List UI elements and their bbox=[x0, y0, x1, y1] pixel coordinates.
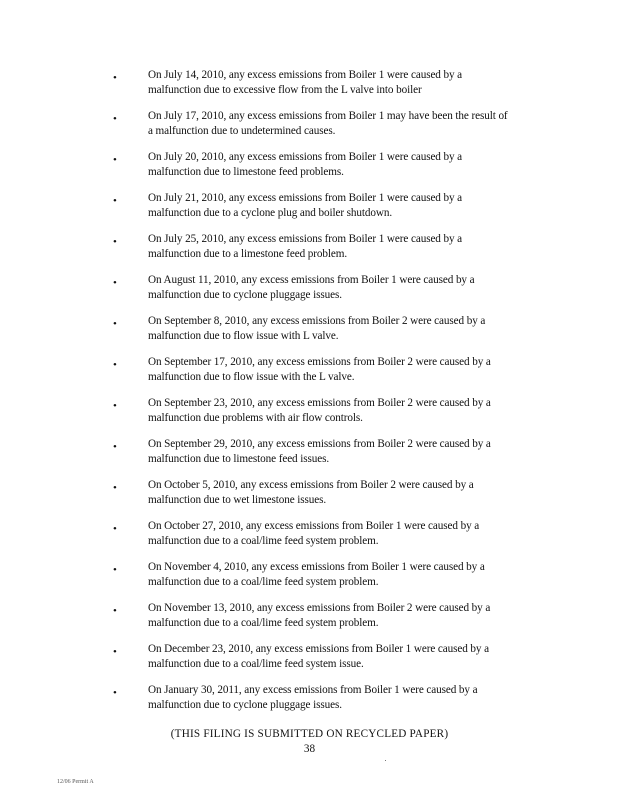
list-item-line: On January 30, 2011, any excess emissions from Boiler 1 were caused by a bbox=[148, 684, 478, 696]
list-item-line: malfunction due to limestone feed issues. bbox=[148, 452, 330, 465]
list-item-text bbox=[148, 314, 550, 343]
list-item-line: malfunction due to a coal/lime feed system problem. bbox=[148, 616, 379, 629]
list-item bbox=[0, 519, 619, 560]
list-item-line: On July 20, 2010, any excess emissions from Boiler 1 were caused by a bbox=[148, 151, 463, 163]
list-item-line: malfunction due to excessive flow from the L valve into boiler bbox=[148, 83, 422, 96]
list-item-line: malfunction due to a limestone feed problem. bbox=[148, 247, 348, 260]
list-item-line: malfunction due to a coal/lime feed system problem. bbox=[148, 575, 379, 588]
bullet-icon: • bbox=[113, 564, 117, 576]
recycled-paper-note: (THIS FILING IS SUBMITTED ON RECYCLED PAPER) bbox=[170, 728, 449, 740]
bullet-icon: • bbox=[113, 277, 117, 289]
list-item bbox=[0, 314, 619, 355]
list-item bbox=[0, 232, 619, 273]
list-item-line: malfunction due to wet limestone issues. bbox=[148, 493, 327, 506]
list-item-line: malfunction due to a coal/lime feed system issue. bbox=[148, 657, 364, 670]
list-item-line: On August 11, 2010, any excess emissions from Boiler 1 were caused by a bbox=[148, 274, 475, 286]
list-item-text bbox=[148, 396, 550, 425]
list-item bbox=[0, 355, 619, 396]
bullet-icon: • bbox=[113, 523, 117, 535]
list-item-text bbox=[148, 642, 550, 671]
list-item-line: malfunction due to a cyclone plug and boiler shutdown. bbox=[148, 206, 393, 219]
list-item-line: malfunction due to cyclone pluggage issues. bbox=[148, 698, 342, 711]
bullet-icon: • bbox=[113, 441, 117, 453]
list-item-text bbox=[148, 437, 550, 466]
list-item-line: On December 23, 2010, any excess emissions from Boiler 1 were caused by a bbox=[148, 643, 489, 655]
list-item-text bbox=[148, 109, 550, 138]
list-item bbox=[0, 683, 619, 724]
list-item-line: malfunction due to flow issue with L valve. bbox=[148, 329, 339, 342]
list-item bbox=[0, 273, 619, 314]
list-item bbox=[0, 150, 619, 191]
list-item bbox=[0, 396, 619, 437]
list-item-text bbox=[148, 519, 550, 548]
list-item-text bbox=[148, 68, 550, 97]
list-item-line: On July 21, 2010, any excess emissions from Boiler 1 were caused by a bbox=[148, 192, 463, 204]
list-item bbox=[0, 191, 619, 232]
bullet-icon: • bbox=[113, 482, 117, 494]
bullet-icon: • bbox=[113, 318, 117, 330]
bullet-icon: • bbox=[113, 113, 117, 125]
list-item-text bbox=[148, 683, 550, 712]
scan-speck bbox=[385, 760, 386, 761]
list-item-text bbox=[148, 150, 550, 179]
list-item-line: On September 29, 2010, any excess emissions from Boiler 2 were caused by a bbox=[148, 438, 491, 450]
bullet-icon: • bbox=[113, 195, 117, 207]
list-item-line: On October 5, 2010, any excess emissions from Boiler 2 were caused by a bbox=[148, 479, 474, 491]
bullet-icon: • bbox=[113, 154, 117, 166]
list-item-line: On July 25, 2010, any excess emissions from Boiler 1 were caused by a bbox=[148, 233, 463, 245]
bullet-icon: • bbox=[113, 236, 117, 248]
list-item-line: On November 4, 2010, any excess emissions from Boiler 1 were caused by a bbox=[148, 561, 485, 573]
list-item-text bbox=[148, 560, 550, 589]
list-item-line: malfunction due problems with air flow controls. bbox=[148, 411, 363, 424]
bullet-icon: • bbox=[113, 400, 117, 412]
list-item-line: On October 27, 2010, any excess emissions from Boiler 1 were caused by a bbox=[148, 520, 480, 532]
list-item-line: a malfunction due to undetermined causes. bbox=[148, 124, 336, 137]
list-item bbox=[0, 478, 619, 519]
list-item-text bbox=[148, 601, 550, 630]
list-item-text bbox=[148, 273, 550, 302]
list-item-text bbox=[148, 355, 550, 384]
list-item-line: malfunction due to cyclone pluggage issues. bbox=[148, 288, 342, 301]
list-item bbox=[0, 437, 619, 478]
list-item-line: On September 23, 2010, any excess emissions from Boiler 2 were caused by a bbox=[148, 397, 491, 409]
list-item-line: On November 13, 2010, any excess emissions from Boiler 2 were caused by a bbox=[148, 602, 491, 614]
bullet-list bbox=[0, 68, 619, 724]
list-item-line: malfunction due to limestone feed problems. bbox=[148, 165, 344, 178]
bullet-icon: • bbox=[113, 605, 117, 617]
list-item-line: On July 17, 2010, any excess emissions from Boiler 1 may have been the result of bbox=[148, 110, 508, 122]
list-item bbox=[0, 109, 619, 150]
list-item-line: On September 17, 2010, any excess emissions from Boiler 2 were caused by a bbox=[148, 356, 491, 368]
page-number: 38 bbox=[303, 743, 316, 755]
list-item bbox=[0, 560, 619, 601]
list-item-line: On September 8, 2010, any excess emissions from Boiler 2 were caused by a bbox=[148, 315, 486, 327]
list-item-line: malfunction due to flow issue with the L valve. bbox=[148, 370, 355, 383]
list-item-line: On July 14, 2010, any excess emissions from Boiler 1 were caused by a bbox=[148, 69, 463, 81]
list-item-text bbox=[148, 191, 550, 220]
bullet-icon: • bbox=[113, 72, 117, 84]
list-item-text bbox=[148, 478, 550, 507]
list-item-line: malfunction due to a coal/lime feed system problem. bbox=[148, 534, 379, 547]
list-item bbox=[0, 601, 619, 642]
bullet-icon: • bbox=[113, 687, 117, 699]
list-item bbox=[0, 68, 619, 109]
bullet-icon: • bbox=[113, 646, 117, 658]
bullet-icon: • bbox=[113, 359, 117, 371]
list-item bbox=[0, 642, 619, 683]
document-id: 12/06 Permit A bbox=[57, 779, 94, 785]
list-item-text bbox=[148, 232, 550, 261]
